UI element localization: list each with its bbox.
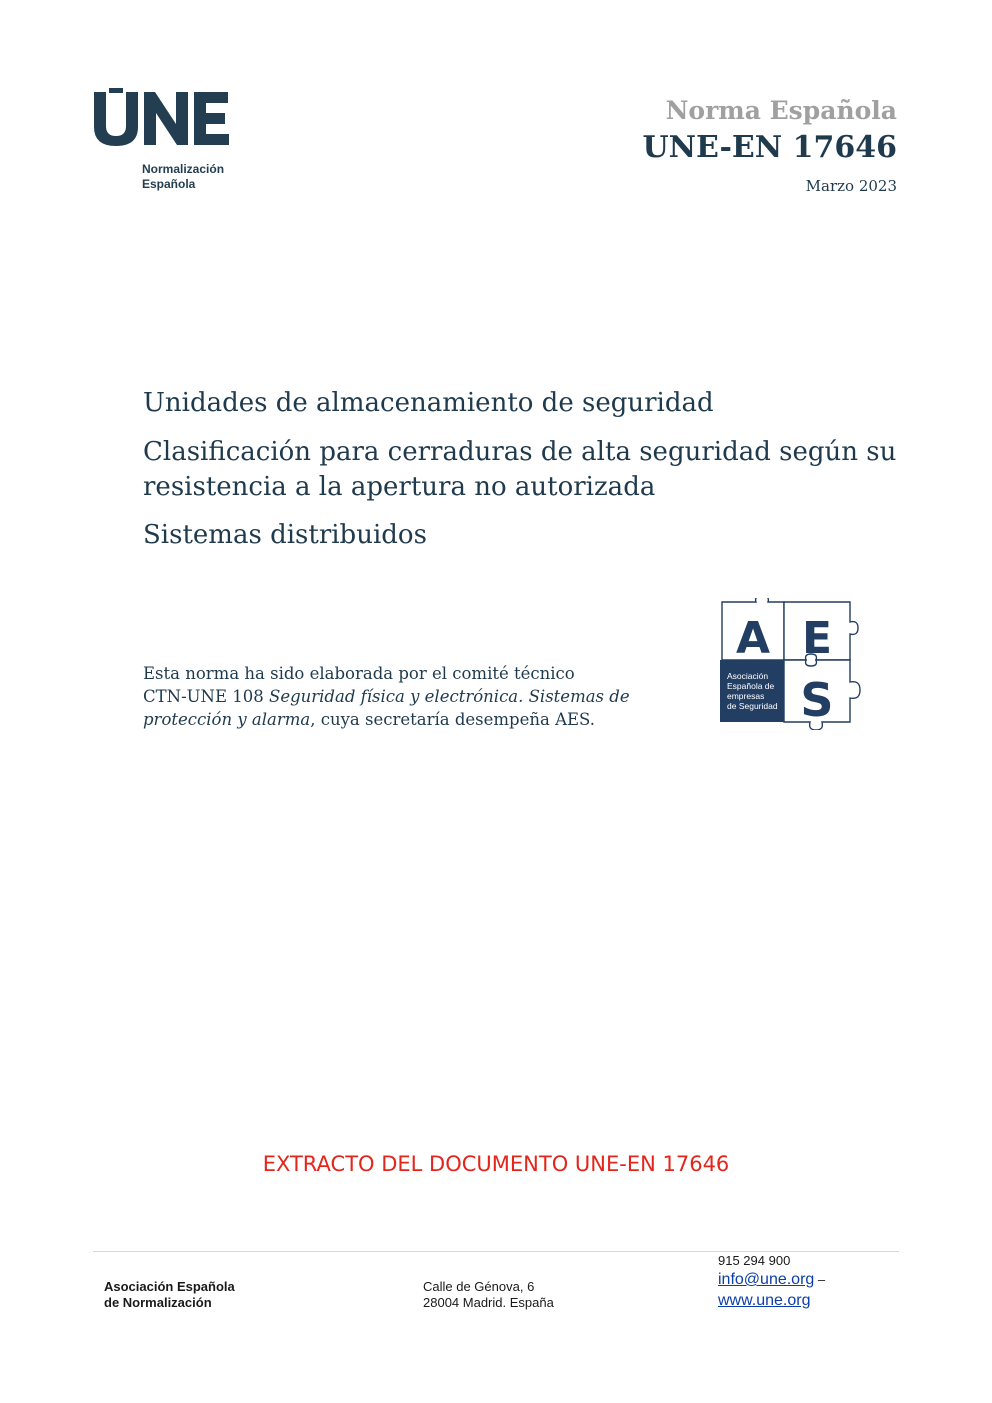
committee-code: CTN-UNE 108 xyxy=(143,687,270,706)
committee-line-3 xyxy=(143,708,703,731)
norma-date: Marzo 2023 xyxy=(805,177,897,195)
footer-web-line xyxy=(718,1291,811,1311)
web-link[interactable]: www.une.org xyxy=(718,1292,811,1309)
committee-line-1: Esta norma ha sido elaborada por el comité técnico xyxy=(143,664,575,683)
une-logo-text: UNE xyxy=(92,88,95,89)
footer-address-line-1: Calle de Génova, 6 xyxy=(423,1279,535,1294)
footer-divider xyxy=(93,1251,899,1252)
aes-text-2: Española de xyxy=(727,681,775,691)
title-line-2a: Clasificación para cerraduras de alta seguridad según su xyxy=(143,437,897,467)
committee-name-part-1: Seguridad física y electrónica. Sistemas de xyxy=(269,687,630,706)
committee-line-2 xyxy=(143,685,703,708)
aes-logo xyxy=(718,598,866,730)
footer-org-line-1: Asociación Española xyxy=(104,1279,235,1294)
logo-subtitle xyxy=(142,162,224,192)
committee-name-part-2: protección y alarma xyxy=(143,710,311,729)
aes-text-4: de Seguridad xyxy=(727,701,778,711)
footer-email-line xyxy=(718,1270,825,1290)
logo-sub-line-1: Normalización xyxy=(142,162,225,176)
une-logo xyxy=(92,88,232,148)
committee-secretariat: , cuya secretaría desempeña AES. xyxy=(310,710,595,729)
footer-phone: 915 294 900 xyxy=(718,1253,791,1268)
footer-org-line-2: de Normalización xyxy=(104,1295,212,1310)
aes-text-1: Asociación xyxy=(727,671,769,681)
aes-letter-a: A xyxy=(735,613,771,664)
footer-organization xyxy=(104,1279,235,1311)
footer-separator: – xyxy=(814,1272,826,1287)
aes-letter-s: S xyxy=(800,673,834,727)
title-line-1: Unidades de almacenamiento de seguridad xyxy=(143,388,714,418)
aes-letter-e: E xyxy=(801,613,833,664)
logo-sub-line-2: Española xyxy=(142,177,196,191)
footer-address xyxy=(423,1279,554,1311)
email-link[interactable]: info@une.org xyxy=(718,1271,815,1288)
title-line-2b: resistencia a la apertura no autorizada xyxy=(143,472,656,502)
extract-notice: EXTRACTO DEL DOCUMENTO UNE-EN 17646 xyxy=(262,1152,730,1176)
norma-code: UNE-EN 17646 xyxy=(642,130,897,165)
title-line-3: Sistemas distribuidos xyxy=(143,520,427,550)
committee-statement xyxy=(143,662,703,731)
footer-address-line-2: 28004 Madrid. España xyxy=(423,1295,554,1310)
norma-label: Norma Española xyxy=(665,96,897,125)
aes-text-3: empresas xyxy=(727,691,765,701)
